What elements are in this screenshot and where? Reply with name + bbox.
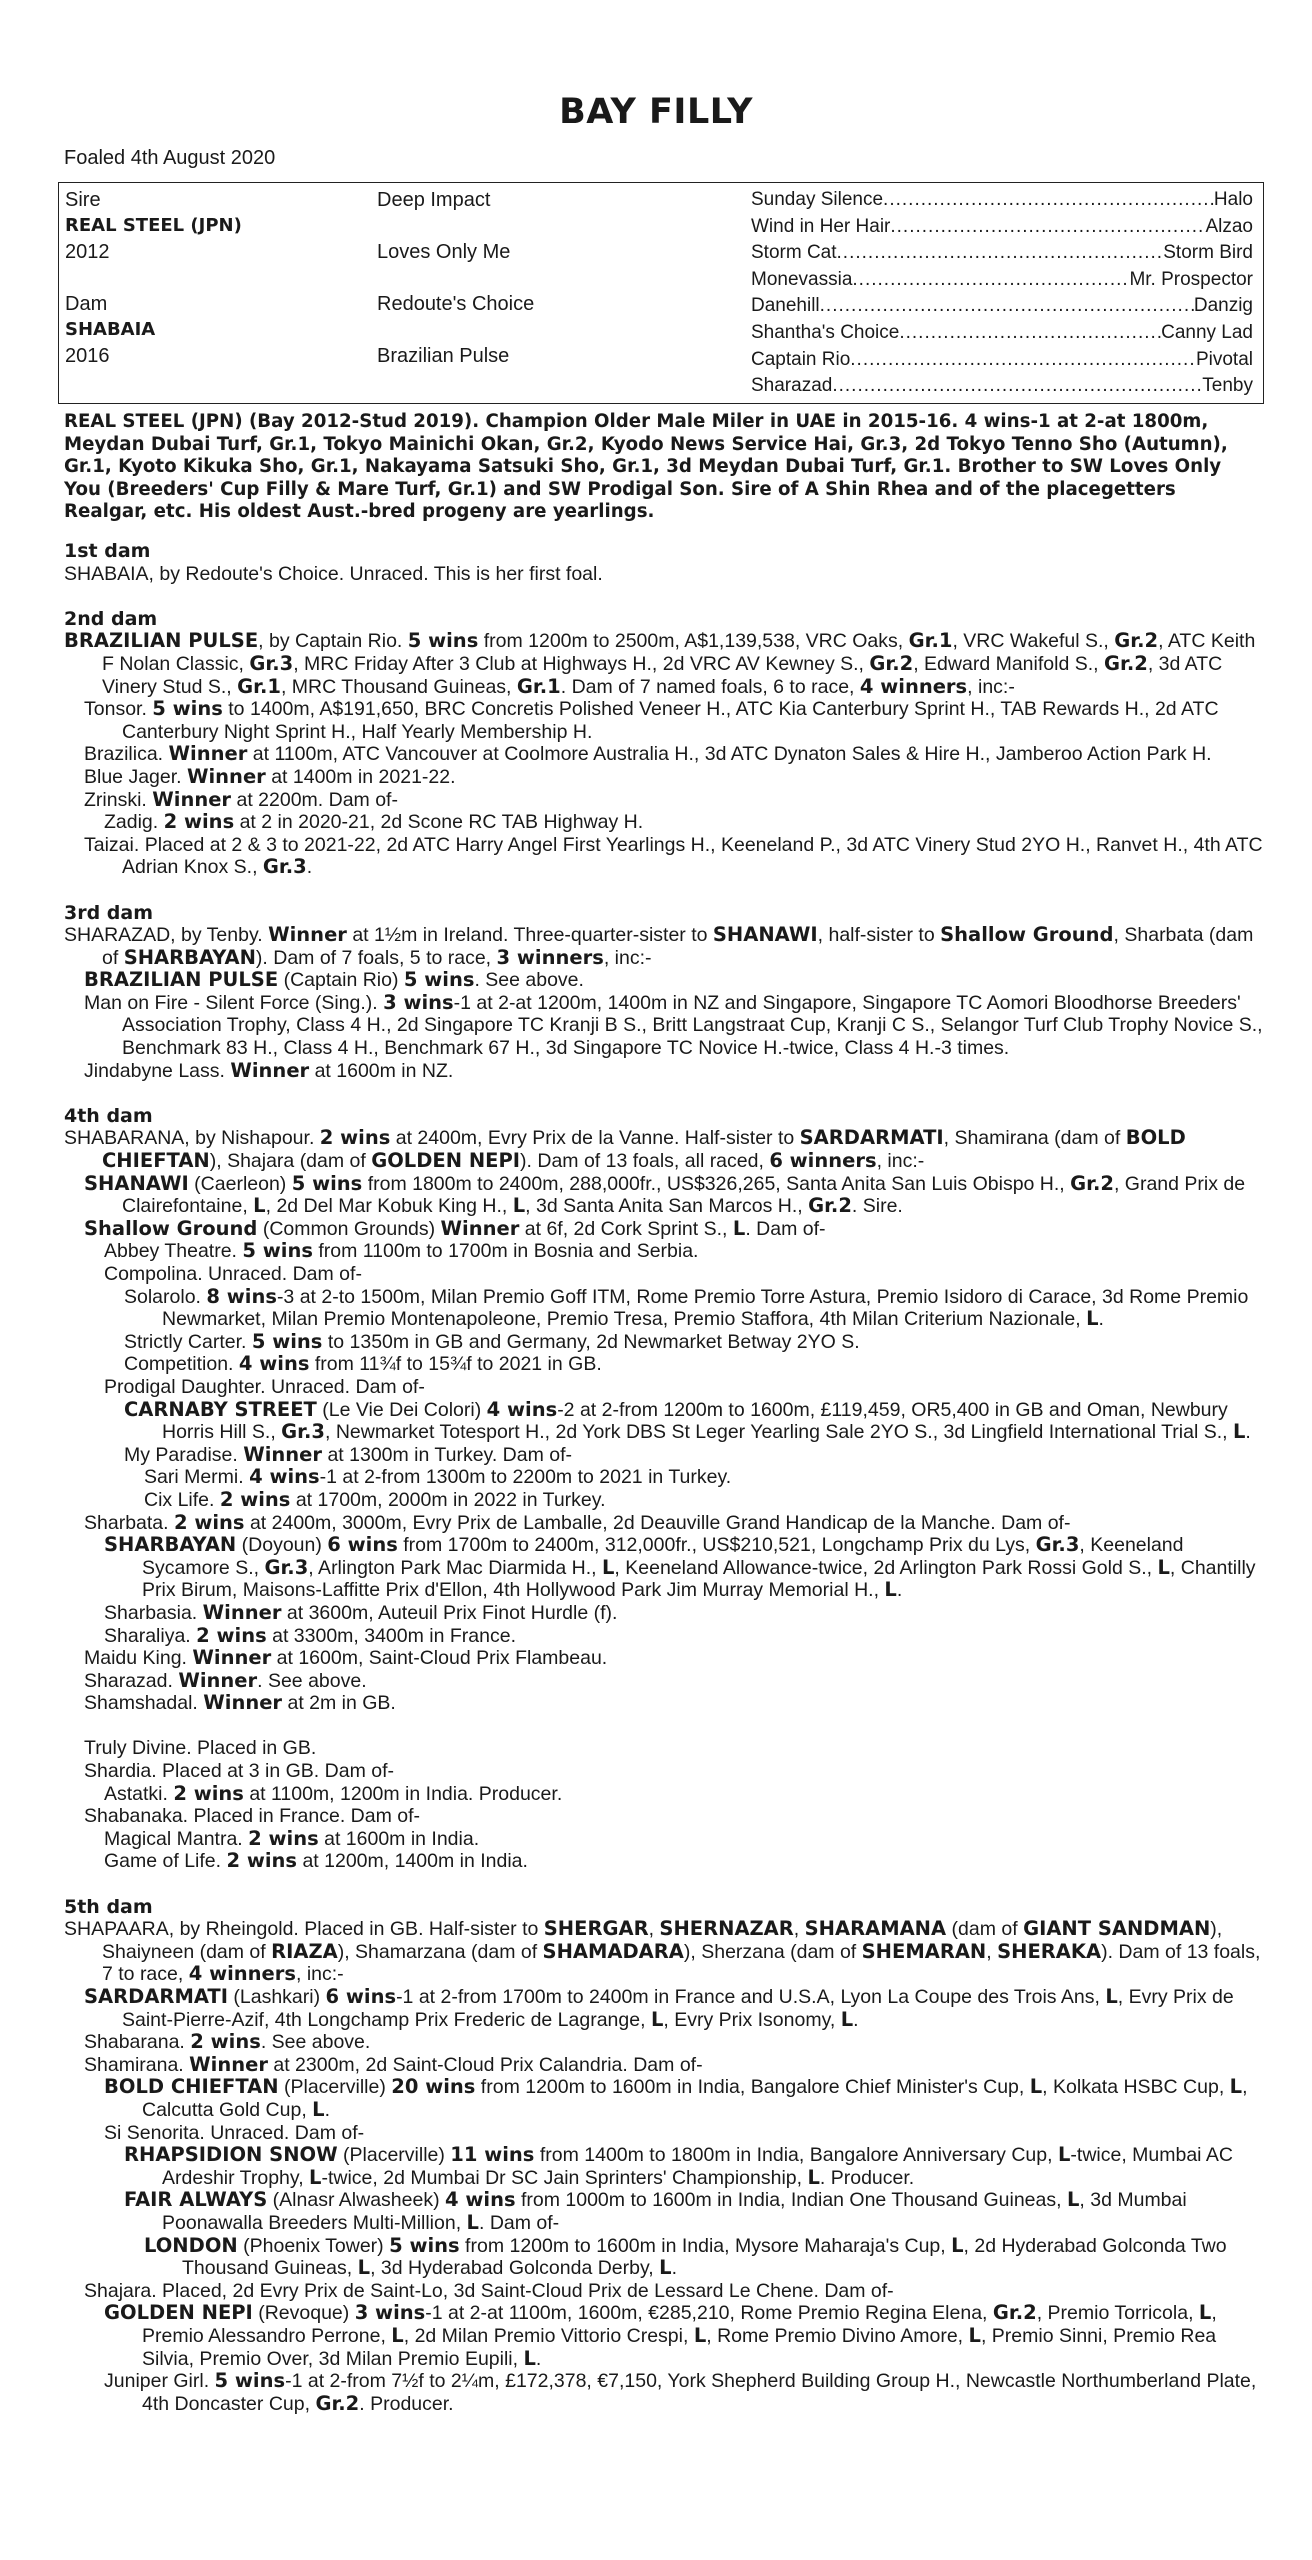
progeny-entry: Compolina. Unraced. Dam of-: [104, 1263, 362, 1285]
ped-leader-row: [751, 187, 1253, 214]
progeny-entry: FAIR ALWAYS (Alnasr Alwasheek) 4 wins from 1000m to 1600m in India, Indian One Thousand Guineas, L, 3d Mumbai Poonawalla Breeders Multi-Million, L. Dam of-: [124, 2188, 1187, 2234]
ped-name: Storm Cat: [751, 242, 837, 264]
progeny-entry: Taizai. Placed at 2 & 3 to 2021-22, 2d ATC Harry Angel First Yearlings H., Keeneland P., 3d ATC Vinery Stud 2YO H., Ranvet H., 4th ATC Adrian Knox S., Gr.3.: [84, 833, 1263, 879]
pedigree-col-parents: [65, 187, 385, 395]
progeny-entry: Jindabyne Lass. Winner at 1600m in NZ.: [84, 1058, 454, 1082]
ped-leader-row: [751, 293, 1253, 320]
pedigree-col-great-grandparents: [751, 187, 1253, 400]
ped-cell: Loves Only Me: [377, 241, 511, 263]
ped-cell: 2016: [65, 345, 110, 367]
progeny-entry: Si Senorita. Unraced. Dam of-: [104, 2121, 365, 2144]
progeny-entry: Sharbasia. Winner at 3600m, Auteuil Prix Finot Hurdle (f).: [104, 1600, 618, 1624]
progeny-entry: SHARBAYAN (Doyoun) 6 wins from 1700m to 2400m, 312,000fr., US$210,521, Longchamp Prix du Lys, Gr.3, Keeneland Sycamore S., Gr.3, Arlington Park Mac Diarmida H., L, Keeneland Allowance-twice, 2d Arlington Park Rossi Gold S., L, Chantilly Prix Birum, Maisons-Laffitte Prix d'Ellon, 4th Hollywood Park Jim Murray Memorial H., L.: [104, 1533, 1256, 1602]
pedigree-col-grandparents: [377, 187, 757, 395]
progeny-entry: Game of Life. 2 wins at 1200m, 1400m in India.: [104, 1849, 528, 1873]
progeny-entry: Shardia. Placed at 3 in GB. Dam of-: [84, 1760, 394, 1783]
ped-leader-row: [751, 214, 1253, 241]
catalogue-pages: [64, 540, 1264, 2415]
progeny-entry: Solarolo. 8 wins-3 at 2-to 1500m, Milan Premio Goff ITM, Rome Premio Torre Astura, Premio Isidoro di Carace, 3d Rome Premio Newmarket, Milan Premio Montenapoleone, Premio Tresa, Premio Staffora, 4th Milan Criterium Nazionale, L.: [124, 1284, 1249, 1331]
ped-name: Shantha's Choice: [751, 321, 900, 343]
progeny-entry: Competition. 4 wins from 11¾f to 15¾f to 2021 in GB.: [124, 1352, 602, 1376]
progeny-entry: Strictly Carter. 5 wins to 1350m in GB and Germany, 2d Newmarket Betway 2YO S.: [124, 1329, 860, 1353]
ped-cell: [377, 369, 757, 395]
progeny-entry: SHANAWI (Caerleon) 5 wins from 1800m to 2400m, 288,000fr., US$326,265, Santa Anita San Luis Obispo H., Gr.2, Grand Prix de Clairefontaine, L, 2d Del Mar Kobuk King H., L, 3d Santa Anita San Marcos H., Gr.2. Sire.: [84, 1171, 1246, 1218]
section-heading: 5th dam: [64, 1895, 153, 1918]
ped-name: Sunday Silence: [751, 189, 884, 210]
progeny-entry: Man on Fire - Silent Force (Sing.). 3 wins-1 at 2-at 1200m, 1400m in NZ and Singapore, Singapore TC Aomori Bloodhorse Breeders' Association Trophy, Class 4 H., 2d Singapore TC Kranji B S., Britt Langstraat Cup, Kranji C S., Selangor Turf Club Trophy Novice S., Benchmark 83 H., Class 4 H., Benchmark 67 H., 3d Singapore TC Novice H.-twice, Class 4 H.-3 times.: [84, 990, 1263, 1060]
ped-name: Sharazad: [751, 375, 833, 397]
ped-leader-row: [751, 240, 1253, 267]
ped-name: Canny Lad: [1161, 321, 1253, 343]
ped-name: Tenby: [1202, 375, 1253, 397]
ped-name: Captain Rio: [751, 348, 851, 370]
ped-cell: [65, 265, 385, 291]
progeny-entry: SARDARMATI (Lashkari) 6 wins-1 at 2-from 1700m to 2400m in France and U.S.A, Lyon La Coupe des Trois Ans, L, Evry Prix de Saint-Pierre-Azif, 4th Longchamp Prix Frederic de Lagrange, L, Evry Prix Isonomy, L.: [84, 1985, 1234, 2031]
ped-name: Halo: [1213, 189, 1253, 210]
progeny-entry: Shajara. Placed, 2d Evry Prix de Saint-Lo, 3d Saint-Cloud Prix de Lessard Le Chene. Dam of-: [84, 2279, 894, 2302]
progeny-entry: Prodigal Daughter. Unraced. Dam of-: [104, 1375, 425, 1398]
progeny-entry: Maidu King. Winner at 1600m, Saint-Cloud Prix Flambeau.: [84, 1646, 608, 1670]
sire-summary: REAL STEEL (JPN) (Bay 2012-Stud 2019). Champion Older Male Miler in UAE in 2015-16. 4 wins-1 at 2-at 1800m, Meydan Dubai Turf, Gr.1, Tokyo Mainichi Okan, Gr.2, Kyodo News Service Hai, Gr.3, 2d Tokyo Tenno Sho (Autumn), Gr.1, Kyoto Kikuka Sho, Gr.1, Nakayama Satsuki Sho, Gr.1, 3d Meydan Dubai Turf, Gr.1. Brother to SW Loves Only You (Breeders' Cup Filly & Mare Turf, Gr.1) and SW Prodigal Son. Sire of A Shin Rhea and of the placegetters Realgar, etc. His oldest Aust.-bred progeny are yearlings.: [64, 411, 1228, 522]
progeny-entry: Sharazad. Winner. See above.: [84, 1668, 367, 1692]
progeny-entry: Shallow Ground (Common Grounds) Winner at 6f, 2d Cork Sprint S., L. Dam of-: [84, 1216, 826, 1240]
progeny-entry: Shabarana. 2 wins. See above.: [84, 2030, 371, 2054]
progeny-entry: Cix Life. 2 wins at 1700m, 2000m in 2022 in Turkey.: [144, 1487, 606, 1511]
progeny-entry: CARNABY STREET (Le Vie Dei Colori) 4 wins-2 at 2-from 1200m to 1600m, £119,459, OR5,400 in GB and Oman, Newbury Horris Hill S., Gr.3, Newmarket Totesport H., 2d York DBS St Leger Yearling Sale 2YO S., 3d Lingfield International Trial S., L.: [124, 1397, 1251, 1444]
page-title: BAY FILLY: [559, 92, 753, 132]
dam-entry: SHABARANA, by Nishapour. 2 wins at 2400m, Evry Prix de la Vanne. Half-sister to SARDARMATI, Shamirana (dam of BOLD CHIEFTAN), Shajara (dam of GOLDEN NEPI). Dam of 13 foals, all raced, 6 winners, inc:-: [64, 1126, 1186, 1173]
dam-entry: SHAPAARA, by Rheingold. Placed in GB. Half-sister to SHERGAR, SHERNAZAR, SHARAMANA (dam of GIANT SANDMAN), Shaiyneen (dam of RIAZA), Shamarzana (dam of SHAMADARA), Sherzana (dam of SHEMARAN, SHERAKA). Dam of 13 foals, 7 to race, 4 winners, inc:-: [64, 1917, 1261, 1986]
dam-entry: SHABAIA, by Redoute's Choice. Unraced. This is her first foal.: [64, 562, 603, 585]
ped-cell: Brazilian Pulse: [377, 345, 510, 367]
ped-cell: [377, 317, 757, 343]
progeny-entry: Shamshadal. Winner at 2m in GB.: [84, 1691, 396, 1715]
progeny-entry: Truly Divine. Placed in GB.: [84, 1737, 317, 1760]
ped-cell: Sire: [65, 189, 101, 211]
progeny-entry: Astatki. 2 wins at 1100m, 1200m in India. Producer.: [104, 1781, 563, 1805]
progeny-entry: Abbey Theatre. 5 wins from 1100m to 1700m in Bosnia and Serbia.: [104, 1239, 699, 1263]
progeny-entry: LONDON (Phoenix Tower) 5 wins from 1200m to 1600m in India, Mysore Maharaja's Cup, L, 2d Hyderabad Golconda Two Thousand Guineas, L, 3d Hyderabad Golconda Derby, L.: [144, 2233, 1227, 2280]
ped-leader-row: [751, 267, 1253, 294]
ped-cell: [65, 369, 385, 395]
dam-entry: SHARAZAD, by Tenby. Winner at 1½m in Ireland. Three-quarter-sister to SHANAWI, half-sister to Shallow Ground, Sharbata (dam of SHARBAYAN). Dam of 7 foals, 5 to race, 3 winners, inc:-: [64, 923, 1254, 969]
ped-cell: [377, 213, 757, 239]
section-heading: 4th dam: [64, 1104, 153, 1127]
ped-cell: [377, 265, 757, 291]
ped-cell: Dam: [65, 293, 108, 315]
ped-cell: Deep Impact: [377, 189, 491, 211]
ped-cell: Redoute's Choice: [377, 293, 535, 315]
progeny-entry: Zadig. 2 wins at 2 in 2020-21, 2d Scone RC TAB Highway H.: [104, 810, 644, 834]
pedigree-table: [58, 182, 1264, 404]
progeny-entry: Sari Mermi. 4 wins-1 at 2-from 1300m to 2200m to 2021 in Turkey.: [144, 1465, 732, 1489]
foaled-date: Foaled 4th August 2020: [64, 147, 276, 169]
progeny-entry: Brazilica. Winner at 1100m, ATC Vancouver at Coolmore Australia H., 3d ATC Dynaton Sales & Hire H., Jamberoo Action Park H.: [84, 742, 1212, 766]
progeny-entry: BOLD CHIEFTAN (Placerville) 20 wins from 1200m to 1600m in India, Bangalore Chief Minister's Cup, L, Kolkata HSBC Cup, L, Calcutta Gold Cup, L.: [104, 2075, 1248, 2121]
dam-entry: BRAZILIAN PULSE, by Captain Rio. 5 wins from 1200m to 2500m, A$1,139,538, VRC Oaks, Gr.1, VRC Wakeful S., Gr.2, ATC Keith F Nolan Classic, Gr.3, MRC Friday After 3 Club at Highways H., 2d VRC AV Kewney S., Gr.2, Edward Manifold S., Gr.2, 3d ATC Vinery Stud S., Gr.1, MRC Thousand Guineas, Gr.1. Dam of 7 named foals, 6 to race, 4 winners, inc:-: [64, 629, 1256, 698]
progeny-entry: BRAZILIAN PULSE (Captain Rio) 5 wins. See above.: [84, 968, 584, 992]
section-heading: 3rd dam: [64, 901, 154, 924]
ped-name: Monevassia: [751, 268, 853, 290]
progeny-entry: My Paradise. Winner at 1300m in Turkey. Dam of-: [124, 1442, 573, 1466]
ped-name: Mr. Prospector: [1129, 268, 1253, 290]
ped-leader-row: [751, 373, 1253, 400]
progeny-entry: Sharaliya. 2 wins at 3300m, 3400m in France.: [104, 1623, 516, 1647]
ped-cell: REAL STEEL (JPN): [65, 215, 242, 236]
progeny-entry: GOLDEN NEPI (Revoque) 3 wins-1 at 2-at 1100m, 1600m, €285,210, Rome Premio Regina Elena, Gr.2, Premio Torricola, L, Premio Alessandro Perrone, L, 2d Milan Premio Vittorio Crespi, L, Rome Premio Divino Amore, L, Premio Sinni, Premio Rea Silvia, Premio Over, 3d Milan Premio Eupili, L.: [104, 2301, 1217, 2370]
ped-name: Danzig: [1193, 295, 1253, 317]
progeny-entry: Juniper Girl. 5 wins-1 at 2-from 7½f to 2¼m, £172,378, €7,150, York Shepherd Building Group H., Newcastle Northumberland Plate, 4th Doncaster Cup, Gr.2. Producer.: [104, 2369, 1257, 2415]
section-heading: 1st dam: [64, 540, 151, 562]
progeny-entry: Zrinski. Winner at 2200m. Dam of-: [84, 787, 398, 811]
progeny-entry: Sharbata. 2 wins at 2400m, 3000m, Evry Prix de Lamballe, 2d Deauville Grand Handicap de la Manche. Dam of-: [84, 1510, 1071, 1534]
progeny-entry: Blue Jager. Winner at 1400m in 2021-22.: [84, 764, 456, 788]
ped-name: Wind in Her Hair: [751, 215, 891, 237]
progeny-entry: Shamirana. Winner at 2300m, 2d Saint-Cloud Prix Calandria. Dam of-: [84, 2052, 703, 2076]
progeny-entry: Shabanaka. Placed in France. Dam of-: [84, 1805, 421, 1828]
progeny-entry: Tonsor. 5 wins to 1400m, A$191,650, BRC Concretis Polished Veneer H., ATC Kia Canterbury Sprint H., TAB Rewards H., 2d ATC Canterbury Night Sprint H., Half Yearly Membership H.: [84, 697, 1219, 743]
ped-cell: SHABAIA: [65, 319, 156, 340]
progeny-entry: Magical Mantra. 2 wins at 1600m in India.: [104, 1826, 480, 1850]
ped-name: Alzao: [1205, 215, 1253, 237]
ped-leader-row: [751, 347, 1253, 374]
ped-leader-row: [751, 320, 1253, 347]
ped-cell: 2012: [65, 241, 110, 263]
ped-name: Pivotal: [1195, 348, 1253, 370]
ped-name: Storm Bird: [1163, 242, 1253, 264]
ped-name: Danehill: [751, 295, 820, 317]
section-heading: 2nd dam: [64, 607, 158, 630]
progeny-entry: RHAPSIDION SNOW (Placerville) 11 wins from 1400m to 1800m in India, Bangalore Anniversary Cup, L-twice, Mumbai AC Ardeshir Trophy, L-twice, 2d Mumbai Dr SC Jain Sprinters' Championship, L. Producer.: [124, 2143, 1233, 2189]
